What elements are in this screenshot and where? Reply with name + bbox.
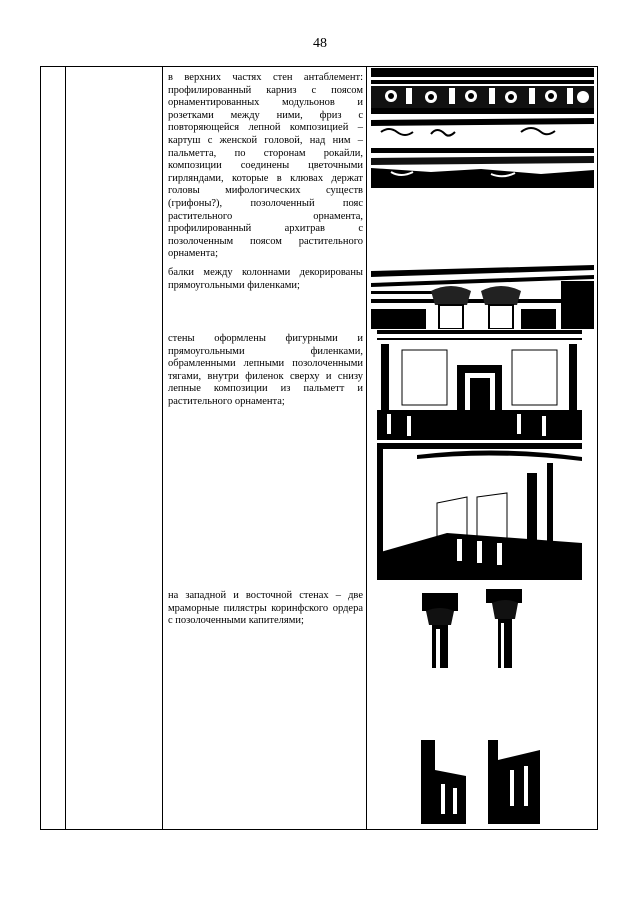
column-divider-1 xyxy=(65,67,66,829)
pilaster-photo-west-bottom xyxy=(421,740,466,824)
entry-beams-text: балки между колоннами декорированы прямоугольными филенками; xyxy=(168,267,363,291)
wall-doorway-photo xyxy=(377,330,582,440)
entry-entablature-text: в верхних частях стен антаблемент: профилированный карниз с поясом орнаментированных модульонов и розетками между ними, фриз с повторяющейся лепной композицией – картуш с женской головой, над ним – пальметта, по сторонам рокайли, композиции соединены цветочными гирляндами, которые в клювах держат головы мифологических существ (грифоны?), позолоченный пояс растительного орнамента, профилированный архитрав с позолоченным поясом растительного орнамента; xyxy=(168,72,363,260)
entry-pilasters-text: на западной и восточной стенах – две мраморные пилястры коринфского ордера с позолоченными капителями; xyxy=(168,590,363,627)
pilaster-photo-east-top xyxy=(486,589,522,668)
pilaster-photo-east-bottom xyxy=(488,740,540,824)
inventory-table xyxy=(40,66,598,830)
column-divider-3 xyxy=(366,67,367,829)
column-divider-2 xyxy=(162,67,163,829)
page-number: 48 xyxy=(313,36,327,51)
entry-walls-text: стены оформлены фигурными и прямоугольными филенками, обрамленными лепными позолоченными тягами, внутри филенок сверху и снизу лепные композиции из пальметт и растительного орнамента; xyxy=(168,333,363,407)
pilaster-photo-west-top xyxy=(422,593,458,668)
cornice-photo xyxy=(371,68,594,188)
beam-capitals-photo xyxy=(371,265,594,329)
hall-interior-photo xyxy=(377,443,582,580)
